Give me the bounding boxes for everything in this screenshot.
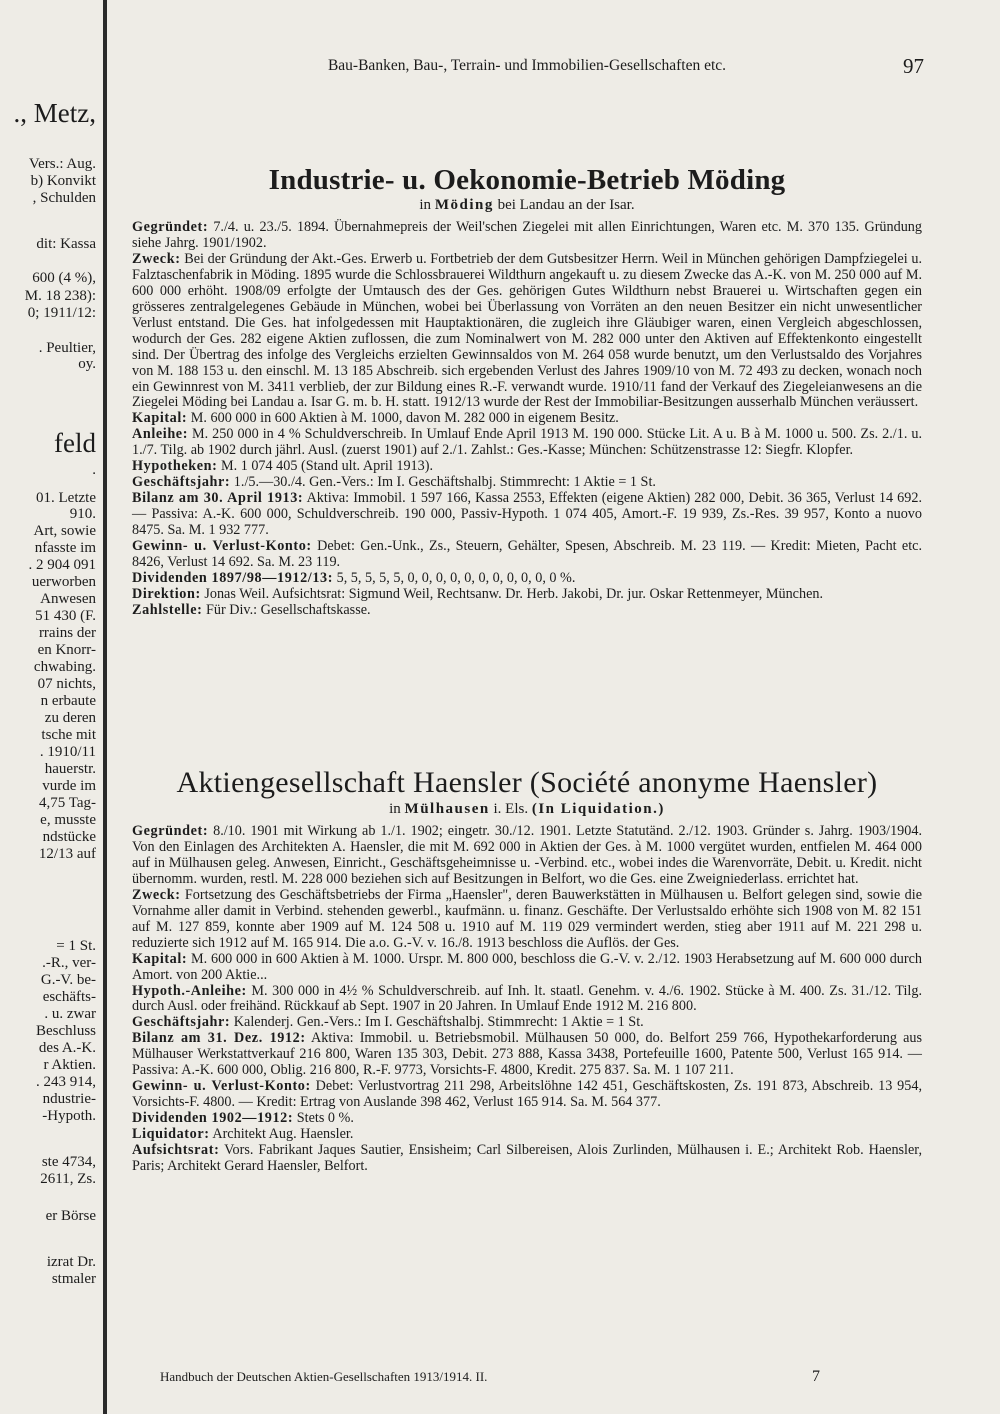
left-fragment: , Schulden (32, 190, 96, 206)
left-fragment: 2611, Zs. (40, 1171, 96, 1187)
paragraph-key: Kapital: (132, 410, 188, 427)
paragraph-key: Zweck: (132, 250, 181, 267)
entry-body (132, 824, 922, 1175)
entry-paragraph (132, 952, 922, 984)
subtitle-suffix: bei Landau an der Isar. (497, 197, 635, 213)
left-fragment: e, musste (40, 812, 96, 828)
left-fragment: nfasste im (34, 540, 96, 556)
left-fragment: . 243 914, (36, 1074, 96, 1090)
paragraph-text: Bei der Gründung der Akt.-Ges. Erwerb u. Fortbetrieb der dem Gutsbesitzer Herrn. Weil in München gehörigen Dampfziegelei u. Falztaschenfabrik in Möding. 1895 wurde die Schlossbrauerei Wildthurn angekauft u. zu diesem Zwecke das A.-K. von M. 250 000 auf M. 600 000 erhöht. 1908/09 erfolgte der Umtausch des der Ges. gehörigen Gutes Wildthurn nebst Brauerei u. Wirtschaften gegen ein grösseres zentralgelegenes Gebäude in München, wobei bei Überlassung von Vorräten an den neuen Besitzer ein nicht unwesentlicher Verlust entstand. Die Ges. hat infolgedessen mit Hauptaktionären, die zugleich ihre Gläubiger waren, einen Vergleich abgeschlossen, wodurch der Ges. 282 eigene Aktien zuflossen, die zum Nominalwert von M. 282 000 unter den Aktiven auf Effektenkonto eingestellt sind. Der Übertrag des infolge des Vergleichs erzielten Gewinnsaldos von M. 264 058 wurde benutzt, um den Verlustsaldo des Vorjahres von M. 188 153 u. den einschl. M. 13 185 Abschreib. sich ergebenden Verlust des Jahres 1909/10 von M. 72 493 zu decken, wonach noch ein Gewinnrest von M. 3411 verblieb, der zur Bildung eines R.-F. verwandt wurde. 1910/11 fand der Verkauf des Ziegeleianwesens an die Ziegelei Möding bei Landau a. Isar G. m. b. H. statt. 1912/13 wurde der Rest der Immobiliar-Besitzungen ausserhalb München veräussert. (132, 250, 923, 411)
entry-paragraph (132, 1111, 922, 1127)
left-fragment: Beschluss (36, 1023, 96, 1039)
entry-paragraph (132, 252, 922, 412)
company-subtitle (132, 196, 922, 214)
subtitle-suffix: i. Els. (493, 801, 529, 817)
entry-paragraph (132, 220, 922, 252)
left-fragment: 07 nichts, (37, 676, 96, 692)
left-fragment: Anwesen (40, 591, 96, 607)
paragraph-key: Dividenden 1897/98—1912/13: (132, 569, 334, 586)
entry-paragraph (132, 984, 922, 1016)
left-fragment: stmaler (51, 1271, 96, 1287)
entry-paragraph (132, 824, 922, 888)
paragraph-text: M. 250 000 in 4 % Schuldverschreib. In Umlauf Ende April 1913 M. 190 000. Stücke Lit. A u. B à M. 1000 u. 500. Zs. 2./1. u. 1./7. Tilg. ab 1902 durch jährl. Ausl. (zuerst 1901) auf 2./1. Zahlst.: Ges.-Kasse; München: Schützenstrasse 12: Siegfr. Klopfer. (132, 426, 923, 459)
entry-paragraph (132, 475, 922, 491)
left-fragment: G.-V. be- (40, 972, 96, 988)
left-fragment: en Knorr- (37, 642, 96, 658)
paragraph-text: 5, 5, 5, 5, 5, 0, 0, 0, 0, 0, 0, 0, 0, 0, 0, 0 %. (336, 569, 576, 586)
left-fragment: ndustrie- (42, 1091, 96, 1107)
left-fragment: uerworben (31, 574, 96, 590)
subtitle-place: Möding (434, 197, 494, 213)
page-footer (160, 1369, 820, 1385)
paragraph-key: Bilanz am 31. Dez. 1912: (132, 1030, 306, 1047)
paragraph-key: Liquidator: (132, 1126, 210, 1143)
paragraph-key: Gegründet: (132, 823, 209, 839)
paragraph-key: Zweck: (132, 886, 181, 903)
left-fragment: 600 (4 %), (32, 270, 96, 286)
left-fragment: 0; 1911/12: (27, 305, 96, 321)
left-fragment: ste 4734, (41, 1154, 96, 1170)
entry-paragraph (132, 1127, 922, 1143)
paragraph-text: Fortsetzung des Geschäftsbetriebs der Firma „Haensler", deren Bauwerkstätten in Mülhausen u. Belfort gelegen sind, sowie die Vornahme aller damit in Verbind. stehenden gewerbl., kaufmänn. u. finanz. Geschäfte. Der Verlustsaldo erhöhte sich 1908 von M. 82 151 auf M. 127 859, konnte aber 1909 auf M. 124 508 u. 1910 auf M. 119 029 vermindert werden, stieg aber 1911 auf M. 221 298 u. reduzierte sich 1912 auf M. 165 914. Die a.o. G.-V. v. 16./8. 1913 beschloss die Auflös. der Ges. (132, 886, 922, 951)
left-fragment: Art, sowie (33, 523, 96, 539)
left-fragment: . 2 904 091 (28, 557, 96, 573)
left-fragment: 51 430 (F. (35, 608, 96, 624)
paragraph-key: Anleihe: (132, 426, 189, 443)
main-column (132, 52, 924, 1175)
entry-paragraph (132, 1079, 922, 1111)
left-fragment: 4,75 Tag- (39, 795, 96, 811)
paragraph-key: Hypoth.-Anleihe: (132, 982, 247, 999)
paragraph-key: Gewinn- u. Verlust-Konto: (132, 538, 312, 555)
left-fragment: . u. zwar (44, 1006, 96, 1022)
paragraph-text: Kalenderj. Gen.-Vers.: Im I. Geschäftshalbj. Stimmrecht: 1 Aktie = 1 St. (233, 1014, 644, 1031)
entry-paragraph (132, 603, 922, 619)
paragraph-text: Architekt Aug. Haensler. (212, 1126, 354, 1143)
running-title: Bau-Banken, Bau-, Terrain- und Immobilien-Gesellschaften etc. (327, 57, 727, 74)
paragraph-key: Aufsichtsrat: (132, 1142, 220, 1159)
left-fragment: r Aktien. (43, 1057, 96, 1073)
left-fragment: oy. (78, 356, 96, 372)
left-fragment: 01. Letzte (36, 490, 96, 506)
entry-paragraph (132, 587, 922, 603)
left-fragment: izrat Dr. (46, 1254, 96, 1270)
paragraph-text: M. 600 000 in 600 Aktien à M. 1000, davon M. 282 000 in eigenem Besitz. (190, 410, 619, 427)
left-fragment: tsche mit (41, 727, 96, 743)
footer-text: Handbuch der Deutschen Aktien-Gesellschaften 1913/1914. II. (160, 1369, 488, 1384)
paragraph-text: Stets 0 %. (296, 1110, 354, 1127)
left-fragment: zu deren (44, 710, 96, 726)
left-fragment: chwabing. (33, 659, 96, 675)
company-title: Aktiengesellschaft Haensler (Société anonyme Haensler) (176, 766, 878, 799)
left-fragment: 12/13 auf (38, 846, 96, 862)
paragraph-key: Geschäftsjahr: (132, 474, 231, 491)
entry-paragraph (132, 539, 922, 571)
paragraph-key: Dividenden 1902—1912: (132, 1110, 294, 1127)
company-entry-moeding (132, 148, 922, 619)
page-gutter-rule (103, 0, 107, 1414)
left-fragment: des A.-K. (38, 1040, 96, 1056)
entry-paragraph (132, 427, 922, 459)
left-fragment: Vers.: Aug. (28, 156, 96, 172)
paragraph-text: Vors. Fabrikant Jaques Sautier, Ensisheim; Carl Silbereisen, Alois Zurlinden, Mülhausen i. E.; Architekt Rob. Haensler, Paris; Architekt Gerard Haensler, Belfort. (132, 1142, 922, 1175)
subtitle-place: Mülhausen (404, 801, 490, 817)
paragraph-key: Gewinn- u. Verlust-Konto: (132, 1078, 311, 1095)
paragraph-text: 8./10. 1901 mit Wirkung ab 1./1. 1902; eingetr. 30./12. 1901. Letzte Statutänd. 2./12. 1903. Gründer s. Jahrg. 1903/1904. Von den Einlagen des Architekten A. Haensler, die mit M. 692 000 in Aktien der Ges. à M. 1000 vergütet wurden, entfielen M. 464 000 auf in Mülhausen geleg. Anwesen, Einricht., Geschäftsgeheimnisse u. -Verbind. etc., wobei indes die Warenvorräte, Debit. u. Kredit. nicht übernomm. wurden, restl. M. 228 000 beziehen sich auf Besitzungen in Belfort, wo die Ges. eine Zweigniederlass. errichtet hat. (132, 823, 922, 887)
left-fragment: vurde im (42, 778, 96, 794)
paragraph-key: Kapital: (132, 950, 188, 967)
company-subtitle (132, 800, 922, 818)
left-fragment: rrains der (38, 625, 96, 641)
paragraph-text: Aktiva: Immobil. u. Betriebsmobil. Mülhausen 50 000, do. Belfort 259 766, Hypothekarforderung aus Mülhauser Werkstattverkauf 216 800, Waren 135 303, Debit. 273 888, Kassa 3438, Portefeuille 1600, Patente 500, Verlust 165 914. — Passiva: A.-K. 600 000, Oblig. 216 800, R.-F. 9773, Vorsichts-F. 4800, Kredit. 275 837. Sa. M. 1 107 211. (132, 1030, 922, 1079)
left-fragment: eschäfts- (42, 989, 96, 1005)
adjacent-page-fragment (0, 60, 102, 1380)
left-fragment: hauerstr. (44, 761, 96, 777)
entry-paragraph (132, 491, 922, 539)
left-fragment: .-R., ver- (42, 955, 96, 971)
company-entry-haensler (132, 766, 922, 1175)
paragraph-text: Für Div.: Gesellschaftskasse. (205, 601, 371, 618)
entry-paragraph (132, 459, 922, 475)
paragraph-text: Debet: Gen.-Unk., Zs., Steuern, Gehälter, Spesen, Abschreib. M. 23 119. — Kredit: Mieten, Pacht etc. 8426, Verlust 14 692. Sa. M. 23 119. (132, 538, 923, 571)
left-fragment: n erbaute (40, 693, 96, 709)
subtitle-prefix: in (419, 197, 432, 213)
left-fragment: -Hypoth. (42, 1108, 96, 1124)
left-fragment: . Peultier, (38, 340, 96, 356)
left-fragment: ndstücke (42, 829, 96, 845)
paragraph-text: 1./5.—30./4. Gen.-Vers.: Im I. Geschäftshalbj. Stimmrecht: 1 Aktie = 1 St. (233, 474, 656, 491)
left-fragment: M. 18 238): (24, 288, 96, 304)
entry-paragraph (132, 1015, 922, 1031)
left-fragment: . (92, 462, 96, 478)
entry-paragraph (132, 888, 922, 952)
paragraph-key: Hypotheken: (132, 458, 218, 475)
entry-paragraph (132, 411, 922, 427)
subtitle-prefix: in (389, 801, 401, 817)
paragraph-key: Geschäftsjahr: (132, 1014, 231, 1031)
left-fragment: ., Metz, (13, 98, 96, 128)
paragraph-key: Direktion: (132, 585, 201, 602)
left-fragment: b) Konvikt (30, 173, 96, 189)
paragraph-text: M. 300 000 in 4½ % Schuldverschreib. auf Inh. lt. staatl. Genehm. v. 4./6. 1902. Stücke à M. 400. Zs. 31./12. Tilg. durch Ausl. oder freihänd. Rückkauf ab Sept. 1907 in 20 Jahren. In Umlauf Ende 1912 M. 216 800. (132, 982, 922, 1015)
paragraph-text: M. 1 074 405 (Stand ult. April 1913). (220, 458, 434, 475)
paragraph-text: Debet: Verlustvortrag 211 298, Arbeitslöhne 142 451, Geschäftskosten, Zs. 191 873, Abschreib. 13 954, Vorsichts-F. 4800. — Kredit: Ertrag von Auslande 398 462, Verlust 165 914. Sa. M. 564 377. (132, 1078, 923, 1111)
subtitle-status: (In Liquidation.) (531, 801, 665, 817)
left-fragment: dit: Kassa (36, 236, 96, 252)
signature-mark: 7 (812, 1368, 820, 1385)
paragraph-text: M. 600 000 in 600 Aktien à M. 1000. Urspr. M. 800 000, beschloss die G.-V. v. 2./12. 1903 Herabsetzung auf M. 600 000 durch Amort. von 200 Aktie... (132, 950, 922, 983)
paragraph-key: Zahlstelle: (132, 601, 203, 618)
paragraph-text: Aktiva: Immobil. 1 597 166, Kassa 2553, Effekten (eigene Aktien) 282 000, Debit. 36 365, Verlust 14 692. — Passiva: A.-K. 600 000, Schuldverschreib. 190 000, Passiv-Hypoth. 1 074 405, Amort.-F. 19 939, Zs.-Res. 39 957, Konto a nuovo 8475. Sa. M. 1 932 777. (132, 490, 922, 539)
left-fragment: . 1910/11 (39, 744, 96, 760)
entry-body (132, 220, 922, 619)
left-fragment: feld (54, 428, 96, 458)
paragraph-key: Gegründet: (132, 219, 209, 235)
page-number: 97 (903, 54, 924, 78)
left-fragment: 910. (69, 506, 96, 522)
company-title: Industrie- u. Oekonomie-Betrieb Möding (268, 164, 786, 196)
paragraph-key: Bilanz am 30. April 1913: (132, 490, 304, 507)
left-fragment: er Börse (45, 1208, 96, 1224)
entry-paragraph (132, 1031, 922, 1079)
running-header (132, 52, 922, 80)
left-fragment: = 1 St. (56, 938, 96, 954)
paragraph-text: 7./4. u. 23./5. 1894. Übernahmepreis der Weil'schen Ziegelei mit allen Einrichtungen, Waren etc. M. 370 135. Gründung siehe Jahrg. 1901/1902. (132, 219, 922, 251)
entry-paragraph (132, 571, 922, 587)
entry-paragraph (132, 1143, 922, 1175)
paragraph-text: Jonas Weil. Aufsichtsrat: Sigmund Weil, Rechtsanw. Dr. Herb. Jakobi, Dr. jur. Oskar Rettenmeyer, München. (204, 585, 824, 602)
